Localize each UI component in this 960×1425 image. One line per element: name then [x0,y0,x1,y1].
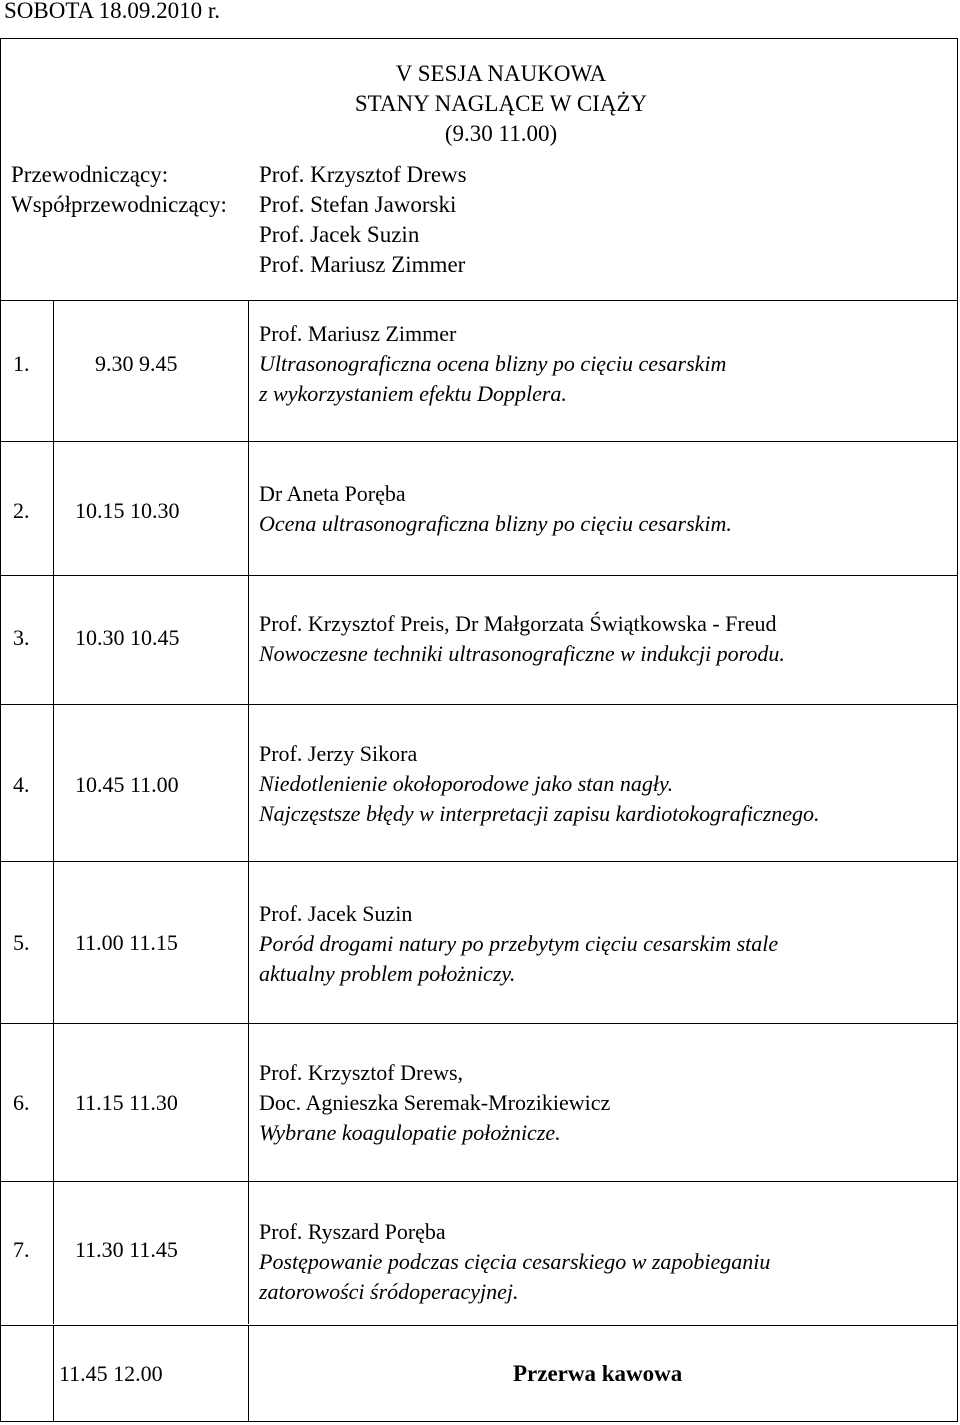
talk-time: 11.00 11.15 [75,930,178,955]
talk-title: Nowoczesne techniki ultrasonograficzne w indukcji porodu. [259,641,785,666]
row-divider [1,1181,957,1182]
column-divider-break-2 [248,1325,249,1421]
cochair-name: Prof. Mariusz Zimmer [259,252,466,277]
talk-speaker: Dr Aneta Poręba [259,481,406,506]
session-time: (9.30 11.00) [444,121,558,146]
chair-label: Przewodniczący: [11,162,169,187]
talk-time: 11.30 11.45 [75,1237,178,1262]
talk-title: zatorowości śródoperacyjnej. [259,1279,519,1304]
talk-time: 10.30 10.45 [75,625,180,650]
cochair-name: Prof. Jacek Suzin [259,222,420,247]
talk-title: aktualny problem położniczy. [259,961,516,986]
column-divider-2 [248,300,249,1324]
row-divider [1,861,957,862]
session-title: V SESJA NAUKOWA [395,61,607,86]
page-date-header: SOBOTA 18.09.2010 r. [4,0,221,23]
talk-number: 6. [13,1090,30,1115]
talk-time: 11.15 11.30 [75,1090,178,1115]
talk-speaker: Prof. Jacek Suzin [259,901,413,926]
session-subtitle: STANY NAGLĄCE W CIĄŻY [354,91,648,116]
row-divider [1,1325,957,1326]
talk-title: z wykorzystaniem efektu Dopplera. [259,381,567,406]
column-divider-break-1 [53,1325,54,1421]
talk-title: Wybrane koagulopatie położnicze. [259,1120,561,1145]
row-divider [1,300,957,301]
talk-title: Postępowanie podczas cięcia cesarskiego w zapobieganiu [259,1249,771,1274]
talk-title: Najczęstsze błędy w interpretacji zapisu kardiotokograficznego. [259,801,820,826]
talk-title: Poród drogami natury po przebytym cięciu cesarskim stale [259,931,779,956]
row-divider [1,1023,957,1024]
cochair-label: Współprzewodniczący: [11,192,227,217]
talk-speaker: Prof. Ryszard Poręba [259,1219,446,1244]
program-table [0,38,958,1422]
talk-number: 3. [13,625,30,650]
cochair-name: Prof. Stefan Jaworski [259,192,457,217]
column-divider-1 [53,300,54,1324]
talk-time: 10.15 10.30 [75,498,180,523]
talk-number: 2. [13,498,30,523]
talk-speaker: Prof. Krzysztof Drews, [259,1060,464,1085]
talk-speaker: Doc. Agnieszka Seremak-Mrozikiewicz [259,1090,611,1115]
talk-title: Ultrasonograficzna ocena blizny po cięciu cesarskim [259,351,727,376]
talk-time: 10.45 11.00 [75,772,179,797]
talk-speaker: Prof. Krzysztof Preis, Dr Małgorzata Świątkowska - Freud [259,611,777,636]
talk-title: Ocena ultrasonograficzna blizny po cięciu cesarskim. [259,511,732,536]
talk-time: 9.30 9.45 [95,351,178,376]
talk-title: Niedotlenienie okołoporodowe jako stan nagły. [259,771,674,796]
talk-number: 7. [13,1237,30,1262]
talk-speaker: Prof. Mariusz Zimmer [259,321,457,346]
talk-speaker: Prof. Jerzy Sikora [259,741,418,766]
chair-name: Prof. Krzysztof Drews [259,162,467,187]
talk-number: 5. [13,930,30,955]
row-divider [1,441,957,442]
break-time: 11.45 12.00 [59,1361,163,1386]
break-label: Przerwa kawowa [513,1361,683,1386]
row-divider [1,575,957,576]
talk-number: 1. [13,351,30,376]
talk-number: 4. [13,772,30,797]
row-divider [1,704,957,705]
